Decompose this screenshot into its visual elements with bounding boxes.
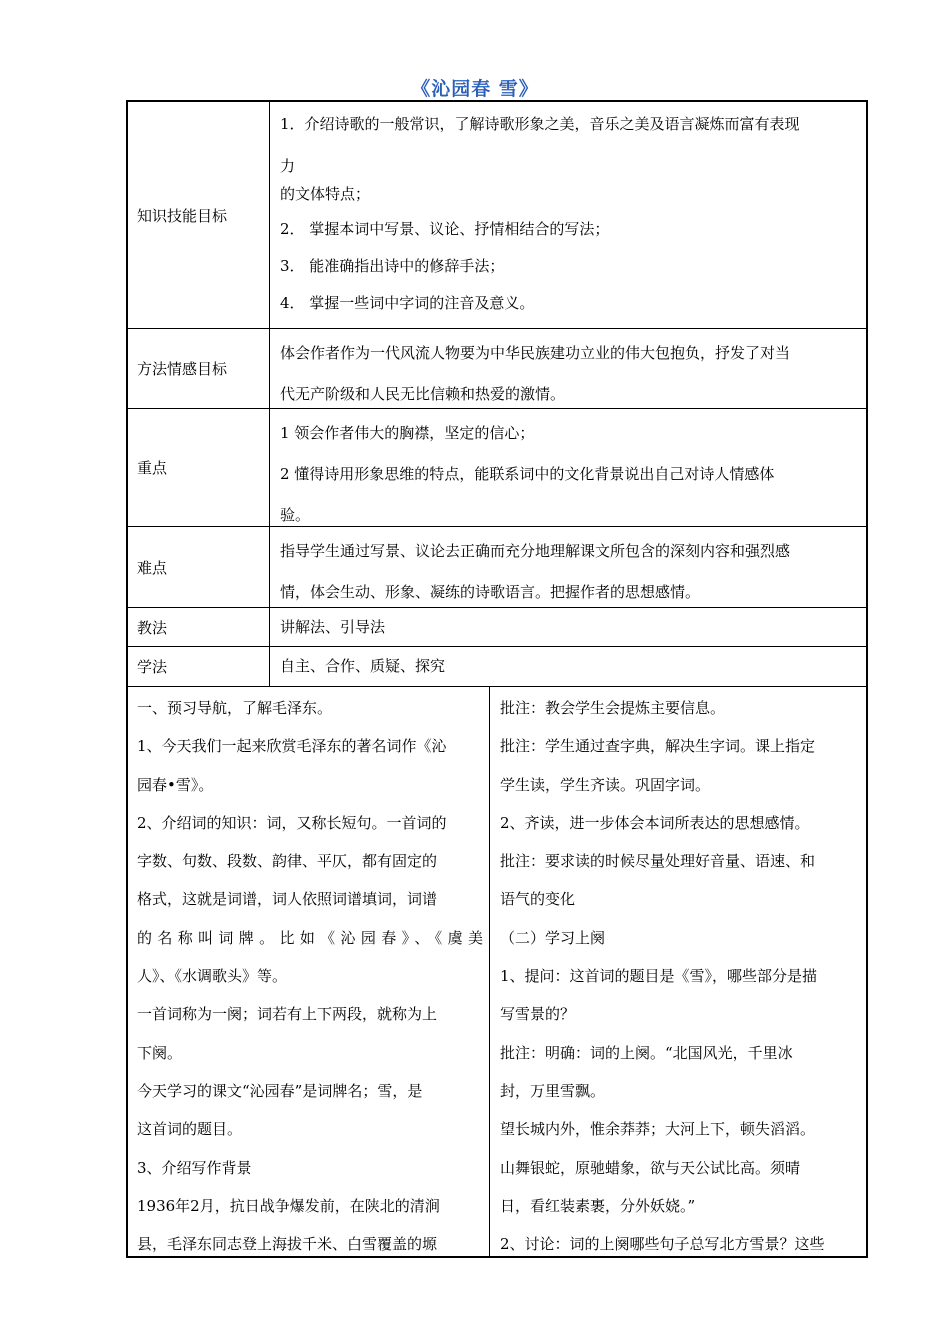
row-knowledge-objectives	[128, 102, 866, 328]
right-line-5: 批注：要求读的时候尽量处理好音量、语速、和	[500, 852, 816, 871]
key-line-3: 验。	[280, 506, 311, 524]
left-line-11: 今天学习的课文“沁园春”是词牌名；雪，是	[137, 1081, 423, 1100]
left-line-3: 园春•雪》。	[137, 775, 214, 794]
difficulty-line-2: 情，体会生动、形象、凝练的诗歌语言。把握作者的思想感情。	[280, 583, 701, 601]
right-line-7: （二）学习上阕	[500, 928, 606, 947]
left-line-8: 人》、《水调歌头》等。	[137, 967, 288, 986]
left-line-5: 字数、句数、段数、韵律、平仄，都有固定的	[137, 852, 438, 871]
key-line-1: 1 领会作者伟大的胸襟，坚定的信心；	[280, 424, 535, 442]
right-line-11: 封，万里雪飘。	[500, 1081, 606, 1100]
row-key-points	[128, 408, 866, 526]
row-difficulty	[128, 526, 866, 607]
difficulty-content	[270, 527, 866, 607]
right-line-13: 山舞银蛇，原驰蜡象，欲与天公试比高。须晴	[500, 1158, 801, 1177]
difficulty-line-1: 指导学生通过写景、议论去正确而充分地理解课文所包含的深刻内容和强烈感	[280, 542, 791, 560]
row-teaching-method	[128, 607, 866, 646]
left-line-15: 县，毛泽东同志登上海拔千米、白雪覆盖的塬	[137, 1235, 438, 1254]
left-line-13: 3、介绍写作背景	[137, 1158, 252, 1177]
method-objectives-label: 方法情感目标	[128, 329, 270, 408]
right-line-3: 学生读，学生齐读。巩固字词。	[500, 775, 711, 794]
knowledge-line-2: 力	[280, 157, 296, 175]
row-teaching-process	[128, 686, 866, 1256]
right-line-12: 望长城内外，惟余莽莽；大河上下，顿失滔滔。	[500, 1120, 816, 1139]
page-title: 《沁园春 雪》	[411, 78, 539, 100]
learning-method-value: 自主、合作、质疑、探究	[280, 657, 446, 675]
left-line-9: 一首词称为一阕；词若有上下两段，就称为上	[137, 1005, 438, 1024]
method-objectives-content	[270, 329, 866, 408]
left-line-1: 一、预习导航，了解毛泽东。	[137, 699, 333, 717]
key-points-label: 重点	[128, 409, 270, 526]
left-line-4: 2、介绍词的知识：词，又称长短句。一首词的	[137, 813, 447, 832]
method-line-2: 代无产阶级和人民无比信赖和热爱的激情。	[280, 385, 566, 403]
right-line-8: 1、提问：这首词的题目是《雪》，哪些部分是描	[500, 967, 818, 986]
teaching-method-value: 讲解法、引导法	[280, 618, 386, 636]
left-line-12: 这首词的题目。	[137, 1120, 243, 1139]
process-right-column	[490, 687, 866, 1256]
right-line-6: 语气的变化	[500, 890, 576, 909]
right-line-10: 批注：明确：词的上阕。“北国风光，千里冰	[500, 1043, 793, 1062]
left-line-7: 的名称叫词牌。比如《沁园春》、《虞美	[137, 928, 483, 947]
left-line-2: 1、今天我们一起来欣赏毛泽东的著名词作《沁	[137, 737, 447, 756]
right-line-4: 2、齐读，进一步体会本词所表达的思想感情。	[500, 813, 810, 832]
teaching-method-content	[270, 608, 866, 646]
knowledge-objectives-content	[270, 102, 866, 328]
method-line-1: 体会作者作为一代风流人物要为中华民族建功立业的伟大包抱负，抒发了对当	[280, 344, 791, 362]
knowledge-line-1: 1．介绍诗歌的一般常识，了解诗歌形象之美，音乐之美及语言凝炼而富有表现	[280, 115, 800, 133]
row-learning-method	[128, 646, 866, 686]
right-line-2: 批注：学生通过查字典，解决生字词。课上指定	[500, 737, 816, 756]
row-method-objectives	[128, 328, 866, 408]
lesson-plan-table	[126, 100, 868, 1258]
teaching-method-label: 教法	[128, 608, 270, 646]
right-line-15: 2、讨论：词的上阕哪些句子总写北方雪景？这些	[500, 1235, 825, 1254]
knowledge-objectives-label: 知识技能目标	[128, 102, 270, 328]
key-points-content	[270, 409, 866, 526]
key-line-2: 2 懂得诗用形象思维的特点，能联系词中的文化背景说出自己对诗人情感体	[280, 465, 775, 483]
left-line-10: 下阕。	[137, 1043, 183, 1062]
learning-method-label: 学法	[128, 647, 270, 686]
process-left-column	[128, 687, 490, 1256]
left-line-14: 1936年2月，抗日战争爆发前，在陕北的清涧	[137, 1196, 440, 1215]
right-line-14: 日，看红装素裹，分外妖娆。”	[500, 1196, 696, 1215]
difficulty-label: 难点	[128, 527, 270, 607]
right-line-1: 批注：教会学生会提炼主要信息。	[500, 699, 726, 717]
left-line-6: 格式，这就是词谱，词人依照词谱填词，词谱	[137, 890, 438, 909]
knowledge-line-4: 2． 掌握本词中写景、议论、抒情相结合的写法；	[280, 220, 610, 238]
knowledge-line-3: 的文体特点；	[280, 185, 371, 203]
knowledge-line-6: 4． 掌握一些词中字词的注音及意义。	[280, 294, 535, 312]
right-line-9: 写雪景的？	[500, 1005, 576, 1024]
learning-method-content	[270, 647, 866, 686]
knowledge-line-5: 3． 能准确指出诗中的修辞手法；	[280, 257, 505, 275]
